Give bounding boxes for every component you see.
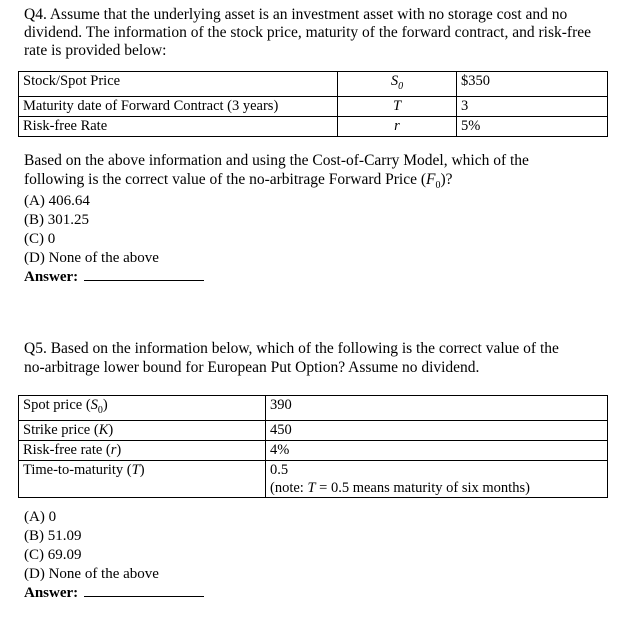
- q4-option-c: (C) 0: [24, 231, 56, 247]
- q5-answer-blank[interactable]: [84, 584, 204, 597]
- q5-option-d: (D) None of the above: [24, 566, 159, 582]
- q5-maturity-note: (note: T = 0.5 means maturity of six months): [270, 479, 530, 496]
- q5-value-spot: 390: [266, 396, 608, 421]
- q5-line2: no-arbitrage lower bound for European Put Option? Assume no dividend.: [24, 359, 480, 376]
- q5-line1: Q5. Based on the information below, which of the following is the correct value of the: [24, 340, 559, 357]
- q4-question-line2: following is the correct value of the no-arbitrage Forward Price $(F_0)$?: [24, 171, 453, 192]
- q4-value-maturity: 3: [457, 96, 608, 116]
- table-row: [19, 460, 608, 497]
- q5-label-rate: Risk-free rate (r): [19, 440, 266, 460]
- q4-answer-blank[interactable]: [84, 268, 204, 281]
- q4-symbol-spot: $S_0$: [338, 72, 457, 97]
- q4-option-b: (B) 301.25: [24, 212, 89, 228]
- q4-label-rate: Risk-free Rate: [19, 116, 338, 136]
- q5-value-maturity: 0.5 (note: T = 0.5 means maturity of six months): [266, 460, 608, 497]
- q5-label-strike: Strike price (K): [19, 420, 266, 440]
- q4-label-maturity: Maturity date of Forward Contract (3 years): [19, 96, 338, 116]
- table-row: [19, 96, 608, 116]
- q4-intro: Q4. Assume that the underlying asset is an investment asset with no storage cost and no dividend. The information of the stock price, maturity of the forward contract, and risk-free rate is provided below:: [24, 6, 591, 59]
- q4-option-d: (D) None of the above: [24, 250, 159, 266]
- q4-question-line1: Based on the above information and using the Cost-of-Carry Model, which of the: [24, 152, 529, 169]
- q5-label-spot: Spot price $(S_0)$: [19, 396, 266, 421]
- q5-value-rate: 4%: [266, 440, 608, 460]
- q5-label-maturity: Time-to-maturity (T): [19, 460, 266, 497]
- table-row: [19, 440, 608, 460]
- q5-info-table: [18, 395, 608, 498]
- q5-option-b: (B) 51.09: [24, 528, 82, 544]
- q5-answer: Answer:: [24, 584, 204, 603]
- table-row: [19, 420, 608, 440]
- q4-value-spot: $350: [457, 72, 608, 97]
- q5-option-a: (A) 0: [24, 509, 57, 525]
- q4-answer: Answer:: [24, 268, 204, 287]
- q4-symbol-maturity: T: [338, 96, 457, 116]
- q4-info-table: [18, 71, 608, 137]
- table-row: [19, 116, 608, 136]
- q4-label-spot: Stock/Spot Price: [19, 72, 338, 97]
- table-row: [19, 396, 608, 421]
- q4-value-rate: 5%: [457, 116, 608, 136]
- q5-value-strike: 450: [266, 420, 608, 440]
- table-row: [19, 72, 608, 97]
- q5-option-c: (C) 69.09: [24, 547, 82, 563]
- q4-option-a: (A) 406.64: [24, 193, 90, 209]
- q4-symbol-rate: r: [338, 116, 457, 136]
